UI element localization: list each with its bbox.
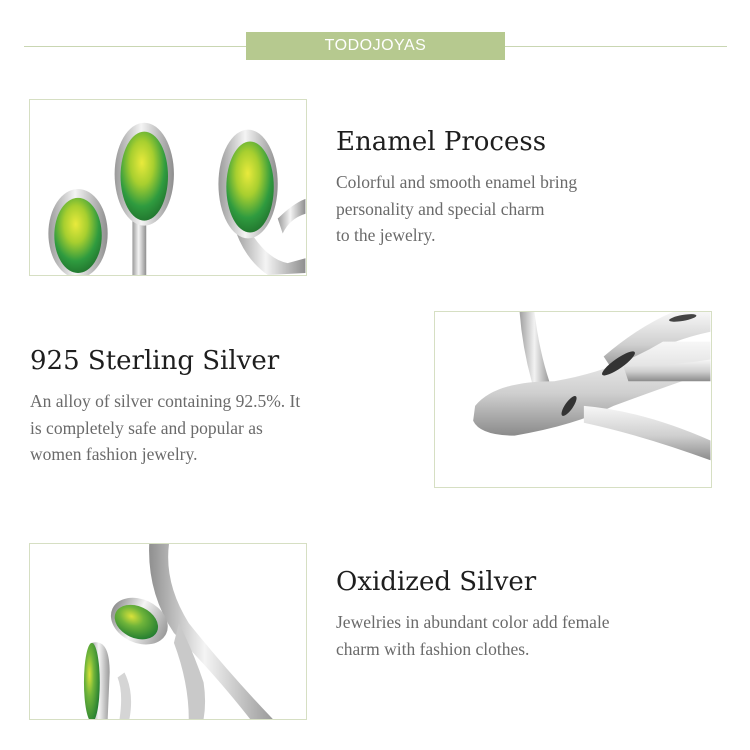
oxidized-ring-photo [29,543,307,720]
sterling-silver-description-line: An alloy of silver containing 92.5%. It [30,391,301,411]
enamel-leaf-photo [29,99,307,276]
silver-branch-illustration [435,312,711,487]
sterling-silver-description-line: is completely safe and popular as [30,417,263,438]
enamel-description-line: personality and special charm [336,198,545,219]
enamel-description [336,169,577,249]
sterling-silver-description-line: women fashion jewelry. [30,444,198,464]
enamel-description-line: Colorful and smooth enamel bring [336,172,578,192]
enamel-description-line: to the jewelry. [336,225,436,245]
oxidized-silver-description-line: Jewelries in abundant color add female [336,612,610,632]
brand-divider-right [505,46,727,47]
sterling-silver-description [30,388,300,468]
oxidized-ring-illustration [30,544,306,719]
oxidized-silver-description [336,609,610,662]
oxidized-silver-description-line: charm with fashion clothes. [336,638,530,659]
silver-branch-photo [434,311,712,488]
enamel-leaf-illustration [30,100,306,275]
sterling-silver-title: 925 Sterling Silver [30,346,280,376]
oxidized-silver-title: Oxidized Silver [336,567,537,597]
brand-divider-left [24,46,246,47]
brand-badge: TODOJOYAS [246,32,505,60]
enamel-title: Enamel Process [336,127,547,157]
